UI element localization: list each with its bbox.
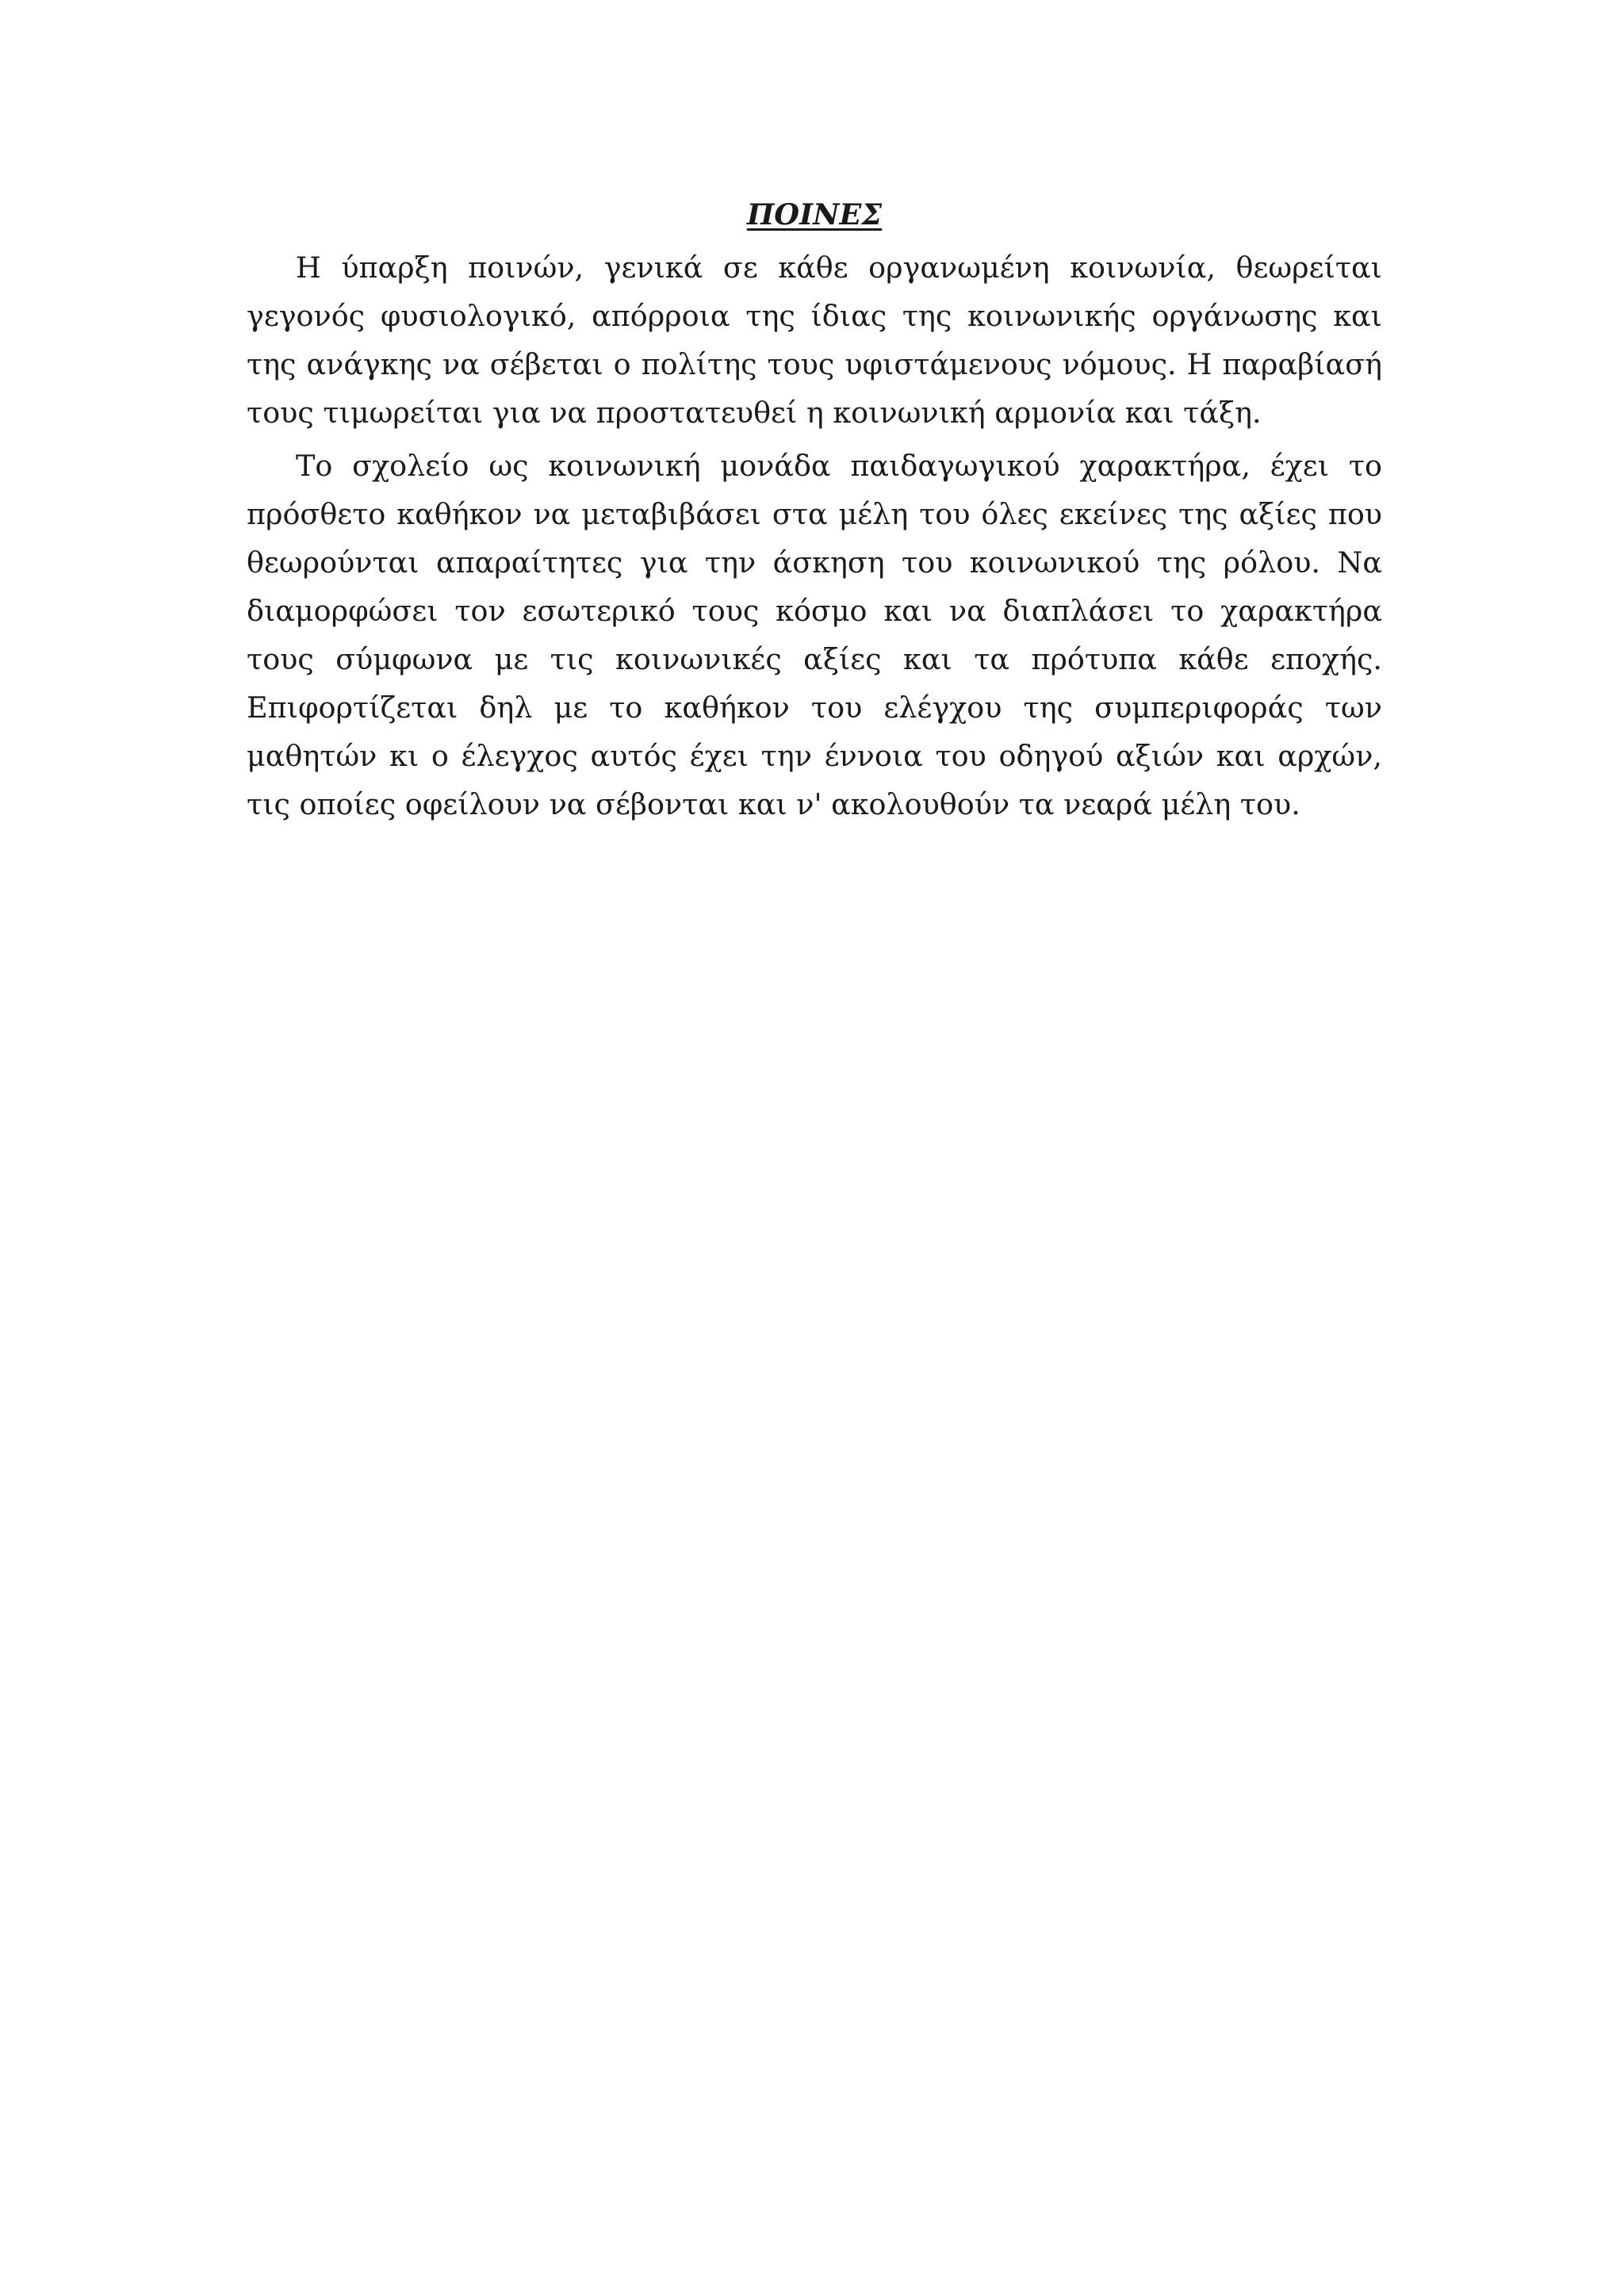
document-body [247, 190, 1382, 833]
paragraph-2: Το σχολείο ως κοινωνική μονάδα παιδαγωγικού χαρακτήρα, έχει το πρόσθετο καθήκον να μεταβιβάσει στα μέλη του όλες εκείνες της αξίες που θεωρούνται απαραίτητες για την άσκηση του κοινωνικού της ρόλου. Να διαμορφώσει τον εσωτερικό τους κόσμο και να διαπλάσει το χαρακτήρα τους σύμφωνα με τις κοινωνικές αξίες και τα πρότυπα κάθε εποχής. Επιφορτίζεται δηλ με το καθήκον του ελέγχου της συμπεριφοράς των μαθητών κι ο έλεγχος αυτός έχει την έννοια του οδηγού αξιών και αρχών, τις οποίες οφείλουν να σέβονται και ν' ακολουθούν τα νεαρά μέλη του. [247, 449, 1382, 821]
paragraph-1: Η ύπαρξη ποινών, γενικά σε κάθε οργανωμένη κοινωνία, θεωρείται γεγονός φυσιολογικό, απόρροια της ίδιας της κοινωνικής οργάνωσης και της ανάγκης να σέβεται ο πολίτης τους υφιστάμενους νόμους. Η παραβίασή τους τιμωρείται για να προστατευθεί η κοινωνική αρμονία και τάξη. [247, 251, 1382, 430]
document-title: ΠΟΙΝΕΣ [746, 197, 883, 232]
